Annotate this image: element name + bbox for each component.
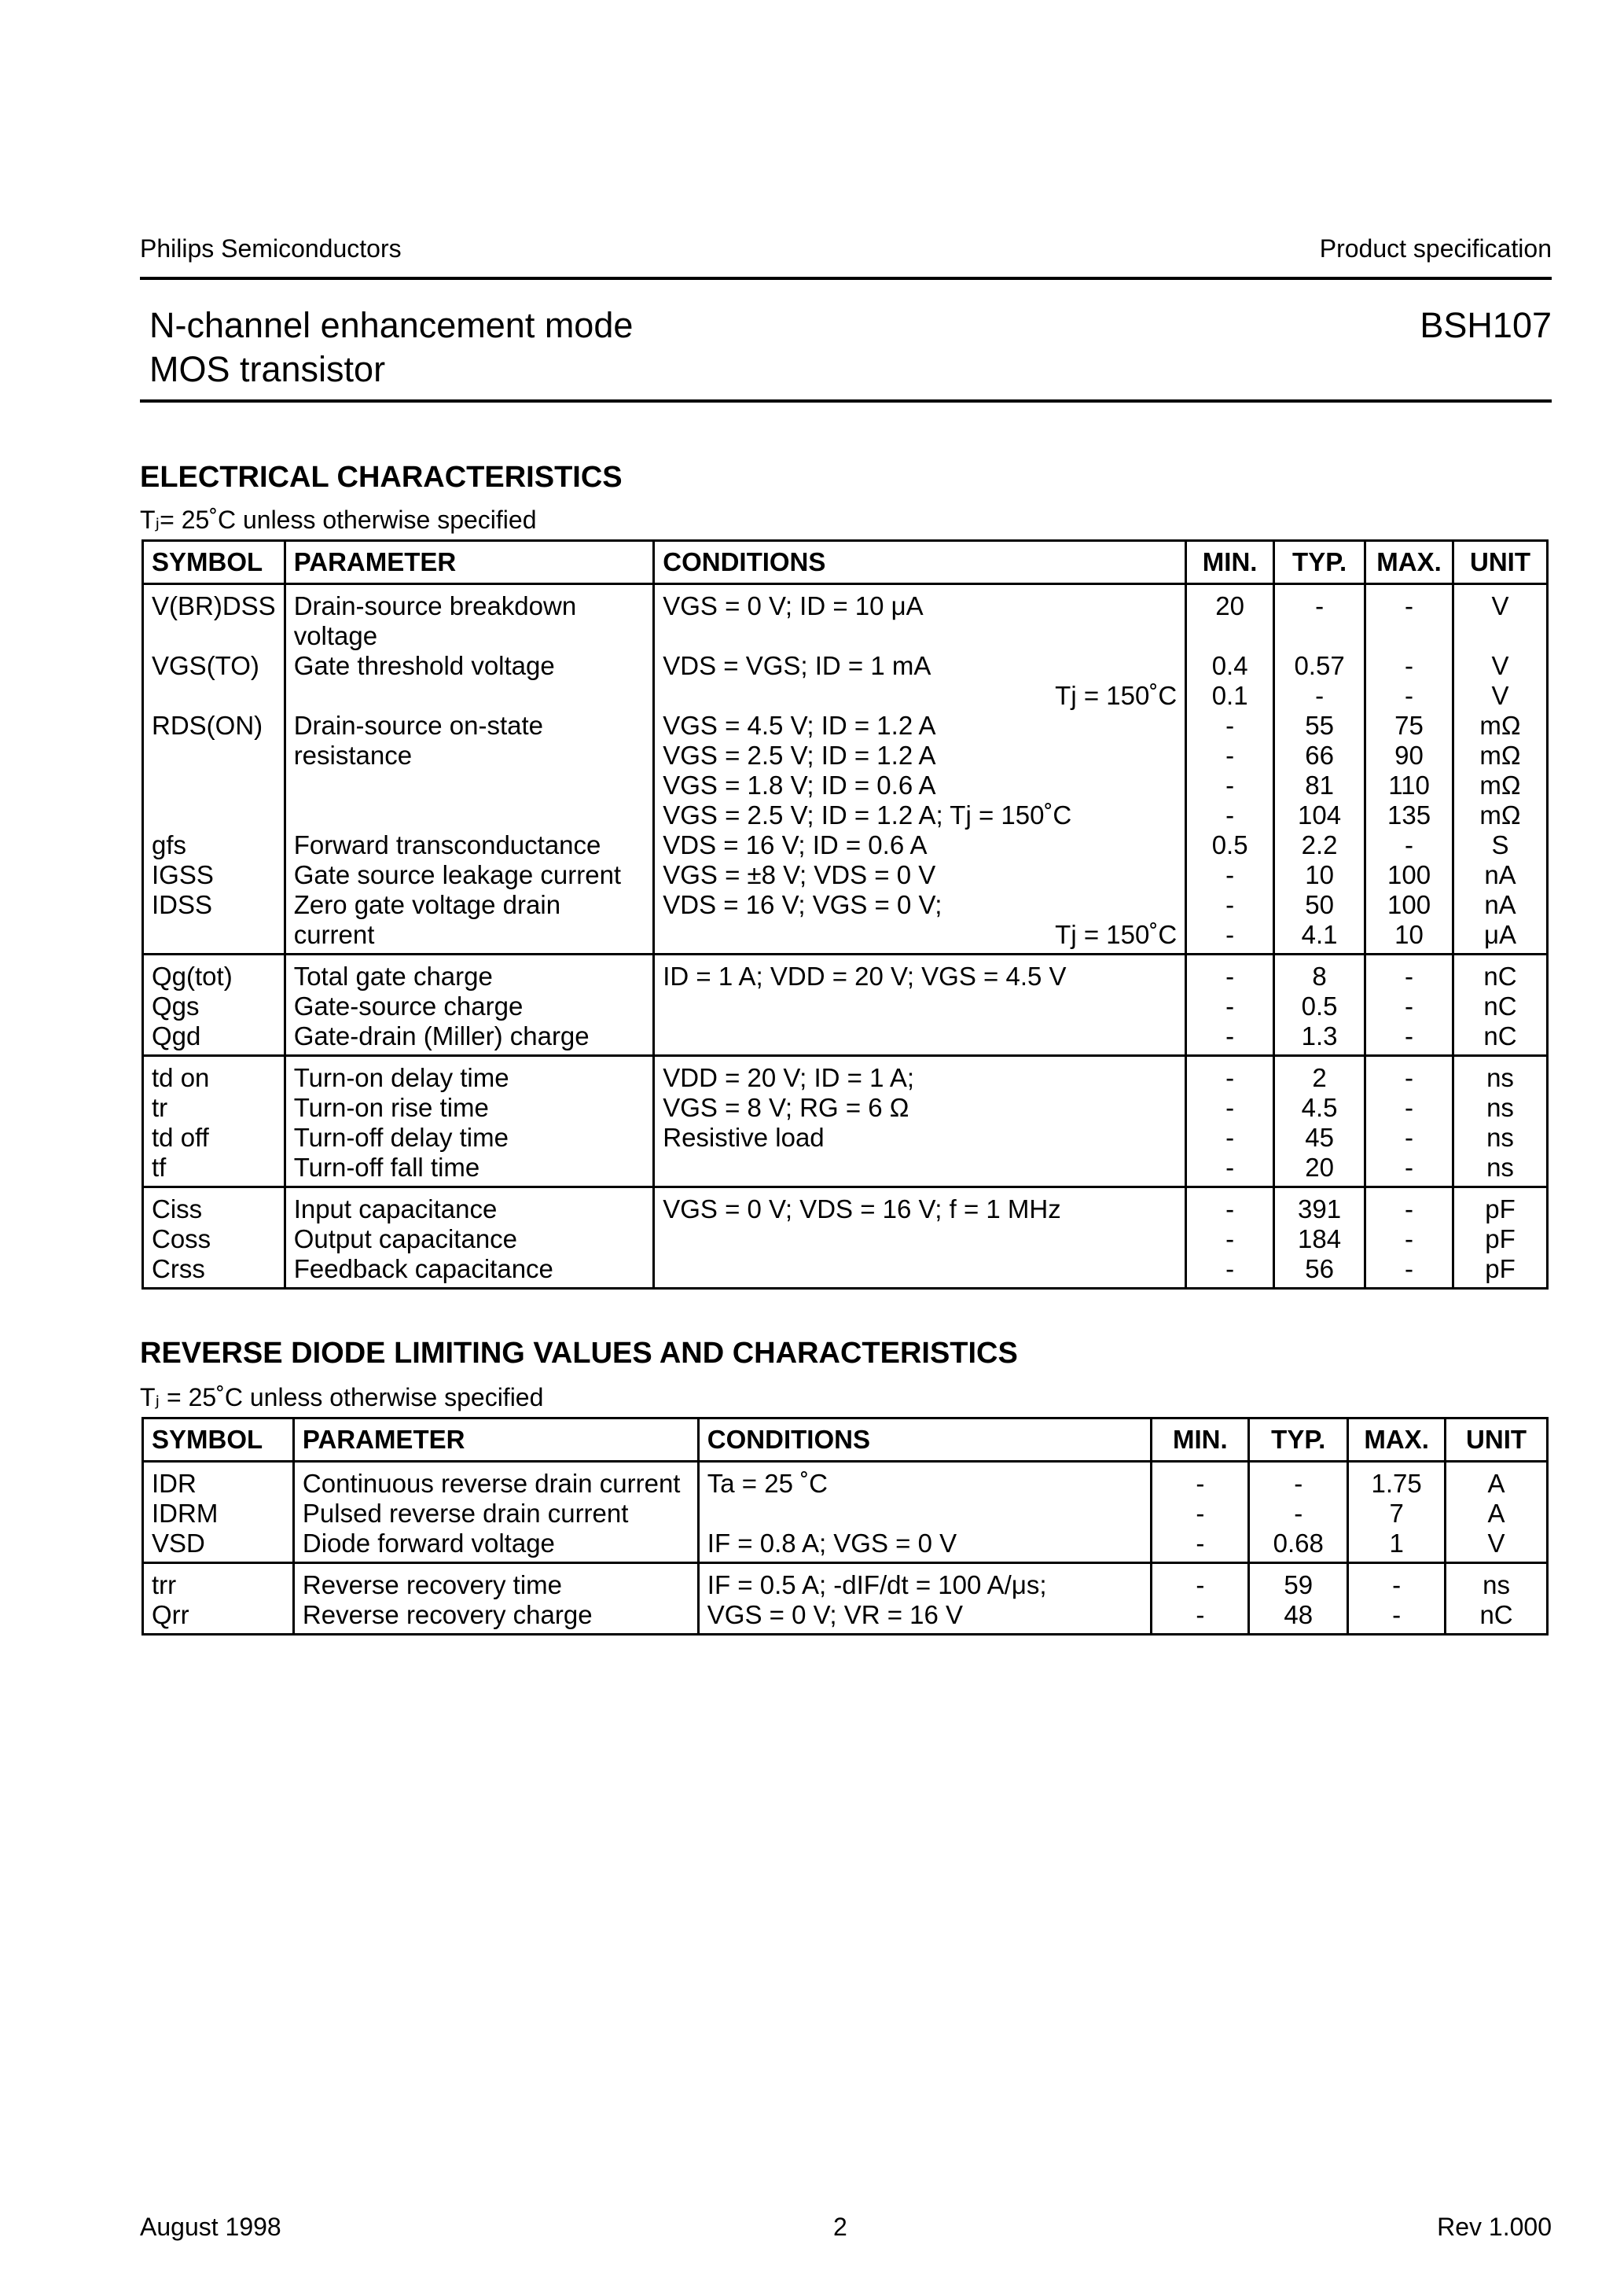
max-cell: - xyxy=(1348,1563,1446,1601)
symbol-cell: Ciss xyxy=(143,1187,285,1225)
table-row xyxy=(143,1563,1548,1601)
typ-cell: 66 xyxy=(1274,741,1365,771)
max-cell: - xyxy=(1365,1123,1453,1153)
table-row xyxy=(143,1462,1548,1499)
table-row xyxy=(143,890,1548,920)
min-cell: - xyxy=(1186,1153,1274,1187)
conditions-cell: VDS = 16 V; VGS = 0 V; xyxy=(654,890,1186,920)
unit-cell: V xyxy=(1453,584,1548,652)
conditions-cell: VDS = 16 V; ID = 0.6 A xyxy=(654,830,1186,860)
conditions-cell: Tj = 150˚C xyxy=(654,681,1186,711)
unit-cell: pF xyxy=(1453,1224,1548,1254)
table-row xyxy=(143,830,1548,860)
typ-cell: 48 xyxy=(1249,1600,1348,1635)
reverse-table xyxy=(141,1417,1549,1636)
parameter-cell: Turn-off delay time xyxy=(285,1123,654,1153)
max-cell: - xyxy=(1365,1254,1453,1289)
max-cell: 135 xyxy=(1365,800,1453,830)
symbol-cell: Coss xyxy=(143,1224,285,1254)
header-rule-top xyxy=(140,277,1552,280)
max-cell: - xyxy=(1365,1187,1453,1225)
min-cell: - xyxy=(1186,1056,1274,1094)
conditions-cell: Ta = 25 ˚C xyxy=(698,1462,1152,1499)
conditions-cell: VGS = 0 V; VR = 16 V xyxy=(698,1600,1152,1635)
unit-cell: nC xyxy=(1446,1600,1548,1635)
parameter-cell: Gate-source charge xyxy=(285,992,654,1021)
parameter-cell: Gate-drain (Miller) charge xyxy=(285,1021,654,1056)
col-max: MAX. xyxy=(1348,1418,1446,1462)
reverse-subheading: Tⱼ = 25˚C unless otherwise specified xyxy=(140,1383,544,1411)
table-row xyxy=(143,771,1548,800)
table-row xyxy=(143,1600,1548,1635)
unit-cell: mΩ xyxy=(1453,741,1548,771)
table-row xyxy=(143,1529,1548,1563)
min-cell: - xyxy=(1152,1462,1249,1499)
table-group-gate-charge xyxy=(143,955,1548,1056)
table-group-limits xyxy=(143,1462,1548,1563)
max-cell: 1.75 xyxy=(1348,1462,1446,1499)
table-row xyxy=(143,1224,1548,1254)
max-cell: - xyxy=(1365,1021,1453,1056)
min-cell: - xyxy=(1152,1529,1249,1563)
typ-cell: 2.2 xyxy=(1274,830,1365,860)
col-parameter: PARAMETER xyxy=(285,541,654,584)
table-group-recovery xyxy=(143,1563,1548,1635)
table-row xyxy=(143,1153,1548,1187)
conditions-cell: VGS = 8 V; RG = 6 Ω xyxy=(654,1093,1186,1123)
footer-page: 2 xyxy=(833,2213,847,2241)
min-cell: - xyxy=(1186,771,1274,800)
parameter-cell: Reverse recovery time xyxy=(293,1563,698,1601)
conditions-cell xyxy=(654,992,1186,1021)
footer-date: August 1998 xyxy=(140,2213,281,2241)
conditions-cell xyxy=(654,1224,1186,1254)
symbol-cell: RDS(ON) xyxy=(143,711,285,741)
table-row xyxy=(143,860,1548,890)
symbol-cell xyxy=(143,920,285,955)
parameter-cell: Gate threshold voltage xyxy=(285,651,654,681)
table-group-static xyxy=(143,584,1548,955)
table-row xyxy=(143,1254,1548,1289)
unit-cell: mΩ xyxy=(1453,771,1548,800)
electrical-heading: ELECTRICAL CHARACTERISTICS xyxy=(140,461,623,494)
conditions-cell: Resistive load xyxy=(654,1123,1186,1153)
table-row xyxy=(143,1499,1548,1529)
parameter-cell: Pulsed reverse drain current xyxy=(293,1499,698,1529)
typ-cell: 10 xyxy=(1274,860,1365,890)
max-cell: 100 xyxy=(1365,890,1453,920)
unit-cell: μA xyxy=(1453,920,1548,955)
symbol-cell: tr xyxy=(143,1093,285,1123)
unit-cell: ns xyxy=(1453,1123,1548,1153)
conditions-cell xyxy=(654,1021,1186,1056)
symbol-cell: trr xyxy=(143,1563,294,1601)
typ-cell: 8 xyxy=(1274,955,1365,992)
min-cell: - xyxy=(1186,1254,1274,1289)
table-row xyxy=(143,1056,1548,1094)
col-typ: TYP. xyxy=(1274,541,1365,584)
parameter-cell: Reverse recovery charge xyxy=(293,1600,698,1635)
min-cell: - xyxy=(1152,1600,1249,1635)
col-parameter: PARAMETER xyxy=(293,1418,698,1462)
max-cell: 10 xyxy=(1365,920,1453,955)
unit-cell: nA xyxy=(1453,890,1548,920)
table-row xyxy=(143,800,1548,830)
table-header-row xyxy=(143,1418,1548,1462)
symbol-cell: td on xyxy=(143,1056,285,1094)
typ-cell: 2 xyxy=(1274,1056,1365,1094)
max-cell: - xyxy=(1365,830,1453,860)
typ-cell: 0.57 xyxy=(1274,651,1365,681)
max-cell: - xyxy=(1365,1056,1453,1094)
symbol-cell xyxy=(143,800,285,830)
conditions-cell: IF = 0.5 A; -dIF/dt = 100 A/μs; xyxy=(698,1563,1152,1601)
unit-cell: mΩ xyxy=(1453,800,1548,830)
conditions-cell xyxy=(654,1254,1186,1289)
table-group-capacitance xyxy=(143,1187,1548,1289)
col-conditions: CONDITIONS xyxy=(654,541,1186,584)
unit-cell: ns xyxy=(1453,1056,1548,1094)
conditions-cell: VDD = 20 V; ID = 1 A; xyxy=(654,1056,1186,1094)
table-row xyxy=(143,955,1548,992)
max-cell: 90 xyxy=(1365,741,1453,771)
parameter-cell xyxy=(285,771,654,800)
conditions-cell: IF = 0.8 A; VGS = 0 V xyxy=(698,1529,1152,1563)
min-cell: - xyxy=(1152,1563,1249,1601)
typ-cell: - xyxy=(1274,584,1365,652)
parameter-cell: resistance xyxy=(285,741,654,771)
col-max: MAX. xyxy=(1365,541,1453,584)
min-cell: - xyxy=(1186,741,1274,771)
min-cell: - xyxy=(1152,1499,1249,1529)
conditions-cell: VDS = VGS; ID = 1 mA xyxy=(654,651,1186,681)
max-cell: - xyxy=(1365,955,1453,992)
parameter-cell: Turn-on rise time xyxy=(285,1093,654,1123)
typ-cell: 56 xyxy=(1274,1254,1365,1289)
parameter-cell: Total gate charge xyxy=(285,955,654,992)
max-cell: - xyxy=(1365,992,1453,1021)
symbol-cell: V(BR)DSS xyxy=(143,584,285,652)
table-row xyxy=(143,584,1548,652)
conditions-cell xyxy=(654,1153,1186,1187)
parameter-cell: Feedback capacitance xyxy=(285,1254,654,1289)
min-cell: - xyxy=(1186,1021,1274,1056)
table-header-row xyxy=(143,541,1548,584)
typ-cell: 184 xyxy=(1274,1224,1365,1254)
unit-cell: nC xyxy=(1453,955,1548,992)
unit-cell: S xyxy=(1453,830,1548,860)
parameter-cell: Output capacitance xyxy=(285,1224,654,1254)
typ-cell: 20 xyxy=(1274,1153,1365,1187)
conditions-cell xyxy=(698,1499,1152,1529)
min-cell: - xyxy=(1186,711,1274,741)
max-cell: - xyxy=(1365,1093,1453,1123)
table-group-switching xyxy=(143,1056,1548,1187)
col-typ: TYP. xyxy=(1249,1418,1348,1462)
symbol-cell: IDRM xyxy=(143,1499,294,1529)
col-unit: UNIT xyxy=(1446,1418,1548,1462)
symbol-cell: tf xyxy=(143,1153,285,1187)
parameter-cell: Zero gate voltage drain xyxy=(285,890,654,920)
conditions-cell: VGS = 1.8 V; ID = 0.6 A xyxy=(654,771,1186,800)
min-cell: - xyxy=(1186,955,1274,992)
symbol-cell: gfs xyxy=(143,830,285,860)
symbol-cell: VSD xyxy=(143,1529,294,1563)
table-row xyxy=(143,741,1548,771)
typ-cell: 391 xyxy=(1274,1187,1365,1225)
typ-cell: 1.3 xyxy=(1274,1021,1365,1056)
conditions-cell: VGS = 2.5 V; ID = 1.2 A; Tj = 150˚C xyxy=(654,800,1186,830)
min-cell: - xyxy=(1186,1093,1274,1123)
col-min: MIN. xyxy=(1152,1418,1249,1462)
symbol-cell xyxy=(143,741,285,771)
company-name: Philips Semiconductors xyxy=(140,234,402,263)
title-line-1: N-channel enhancement mode xyxy=(149,305,634,345)
symbol-cell: Qgs xyxy=(143,992,285,1021)
parameter-cell: Input capacitance xyxy=(285,1187,654,1225)
max-cell: - xyxy=(1365,651,1453,681)
col-symbol: SYMBOL xyxy=(143,541,285,584)
unit-cell: mΩ xyxy=(1453,711,1548,741)
symbol-cell: Qg(tot) xyxy=(143,955,285,992)
max-cell: - xyxy=(1365,681,1453,711)
table-row xyxy=(143,1093,1548,1123)
conditions-cell: Tj = 150˚C xyxy=(654,920,1186,955)
conditions-cell: VGS = 0 V; ID = 10 μA xyxy=(654,584,1186,652)
col-unit: UNIT xyxy=(1453,541,1548,584)
typ-cell: - xyxy=(1249,1499,1348,1529)
typ-cell: - xyxy=(1274,681,1365,711)
document-title xyxy=(149,304,633,392)
symbol-cell: IDSS xyxy=(143,890,285,920)
typ-cell: 50 xyxy=(1274,890,1365,920)
parameter-cell: Turn-off fall time xyxy=(285,1153,654,1187)
unit-cell: pF xyxy=(1453,1187,1548,1225)
parameter-cell: Diode forward voltage xyxy=(293,1529,698,1563)
table-row xyxy=(143,1187,1548,1225)
unit-cell: ns xyxy=(1453,1153,1548,1187)
unit-cell: nA xyxy=(1453,860,1548,890)
min-cell: - xyxy=(1186,890,1274,920)
min-cell: - xyxy=(1186,1187,1274,1225)
unit-cell: A xyxy=(1446,1462,1548,1499)
footer-revision: Rev 1.000 xyxy=(1437,2213,1552,2241)
conditions-cell: VGS = ±8 V; VDS = 0 V xyxy=(654,860,1186,890)
typ-cell: 4.1 xyxy=(1274,920,1365,955)
table-row xyxy=(143,711,1548,741)
max-cell: - xyxy=(1365,1224,1453,1254)
min-cell: 0.5 xyxy=(1186,830,1274,860)
table-row xyxy=(143,1021,1548,1056)
min-cell: - xyxy=(1186,992,1274,1021)
max-cell: 1 xyxy=(1348,1529,1446,1563)
unit-cell: V xyxy=(1453,681,1548,711)
reverse-heading: REVERSE DIODE LIMITING VALUES AND CHARACTERISTICS xyxy=(140,1337,1018,1370)
typ-cell: 59 xyxy=(1249,1563,1348,1601)
symbol-cell xyxy=(143,681,285,711)
symbol-cell: td off xyxy=(143,1123,285,1153)
table-row xyxy=(143,1123,1548,1153)
max-cell: 110 xyxy=(1365,771,1453,800)
electrical-table xyxy=(141,539,1549,1290)
typ-cell: 0.5 xyxy=(1274,992,1365,1021)
conditions-cell: ID = 1 A; VDD = 20 V; VGS = 4.5 V xyxy=(654,955,1186,992)
symbol-cell: Crss xyxy=(143,1254,285,1289)
conditions-cell: VGS = 4.5 V; ID = 1.2 A xyxy=(654,711,1186,741)
symbol-cell: IGSS xyxy=(143,860,285,890)
min-cell: 0.4 xyxy=(1186,651,1274,681)
max-cell: 7 xyxy=(1348,1499,1446,1529)
max-cell: 75 xyxy=(1365,711,1453,741)
symbol-cell: Qrr xyxy=(143,1600,294,1635)
parameter-cell: Drain-source on-state xyxy=(285,711,654,741)
symbol-cell: VGS(TO) xyxy=(143,651,285,681)
symbol-cell: IDR xyxy=(143,1462,294,1499)
table-row xyxy=(143,992,1548,1021)
min-cell: - xyxy=(1186,800,1274,830)
max-cell: - xyxy=(1365,1153,1453,1187)
col-conditions: CONDITIONS xyxy=(698,1418,1152,1462)
parameter-cell: Continuous reverse drain current xyxy=(293,1462,698,1499)
parameter-cell: current xyxy=(285,920,654,955)
symbol-cell xyxy=(143,771,285,800)
unit-cell: ns xyxy=(1446,1563,1548,1601)
min-cell: - xyxy=(1186,1123,1274,1153)
document-type: Product specification xyxy=(1319,234,1552,263)
header-rule-bottom xyxy=(140,399,1552,403)
min-cell: - xyxy=(1186,1224,1274,1254)
table-row xyxy=(143,681,1548,711)
min-cell: - xyxy=(1186,920,1274,955)
col-symbol: SYMBOL xyxy=(143,1418,294,1462)
conditions-cell: VGS = 2.5 V; ID = 1.2 A xyxy=(654,741,1186,771)
unit-cell: ns xyxy=(1453,1093,1548,1123)
unit-cell: pF xyxy=(1453,1254,1548,1289)
parameter-cell: Turn-on delay time xyxy=(285,1056,654,1094)
typ-cell: 104 xyxy=(1274,800,1365,830)
table-row xyxy=(143,651,1548,681)
min-cell: 0.1 xyxy=(1186,681,1274,711)
max-cell: - xyxy=(1348,1600,1446,1635)
table-row xyxy=(143,920,1548,955)
typ-cell: 81 xyxy=(1274,771,1365,800)
typ-cell: 45 xyxy=(1274,1123,1365,1153)
typ-cell: - xyxy=(1249,1462,1348,1499)
unit-cell: V xyxy=(1453,651,1548,681)
typ-cell: 0.68 xyxy=(1249,1529,1348,1563)
min-cell: - xyxy=(1186,860,1274,890)
unit-cell: nC xyxy=(1453,1021,1548,1056)
parameter-cell xyxy=(285,681,654,711)
parameter-cell: Forward transconductance xyxy=(285,830,654,860)
unit-cell: nC xyxy=(1453,992,1548,1021)
unit-cell: V xyxy=(1446,1529,1548,1563)
title-line-2: MOS transistor xyxy=(149,349,386,389)
typ-cell: 55 xyxy=(1274,711,1365,741)
max-cell: 100 xyxy=(1365,860,1453,890)
parameter-cell: Gate source leakage current xyxy=(285,860,654,890)
typ-cell: 4.5 xyxy=(1274,1093,1365,1123)
conditions-cell: VGS = 0 V; VDS = 16 V; f = 1 MHz xyxy=(654,1187,1186,1225)
parameter-cell xyxy=(285,800,654,830)
unit-cell: A xyxy=(1446,1499,1548,1529)
electrical-subheading: Tⱼ= 25˚C unless otherwise specified xyxy=(140,506,537,534)
max-cell: - xyxy=(1365,584,1453,652)
symbol-cell: Qgd xyxy=(143,1021,285,1056)
part-number: BSH107 xyxy=(1420,305,1552,345)
min-cell: 20 xyxy=(1186,584,1274,652)
col-min: MIN. xyxy=(1186,541,1274,584)
parameter-cell: Drain-source breakdown voltage xyxy=(285,584,654,652)
